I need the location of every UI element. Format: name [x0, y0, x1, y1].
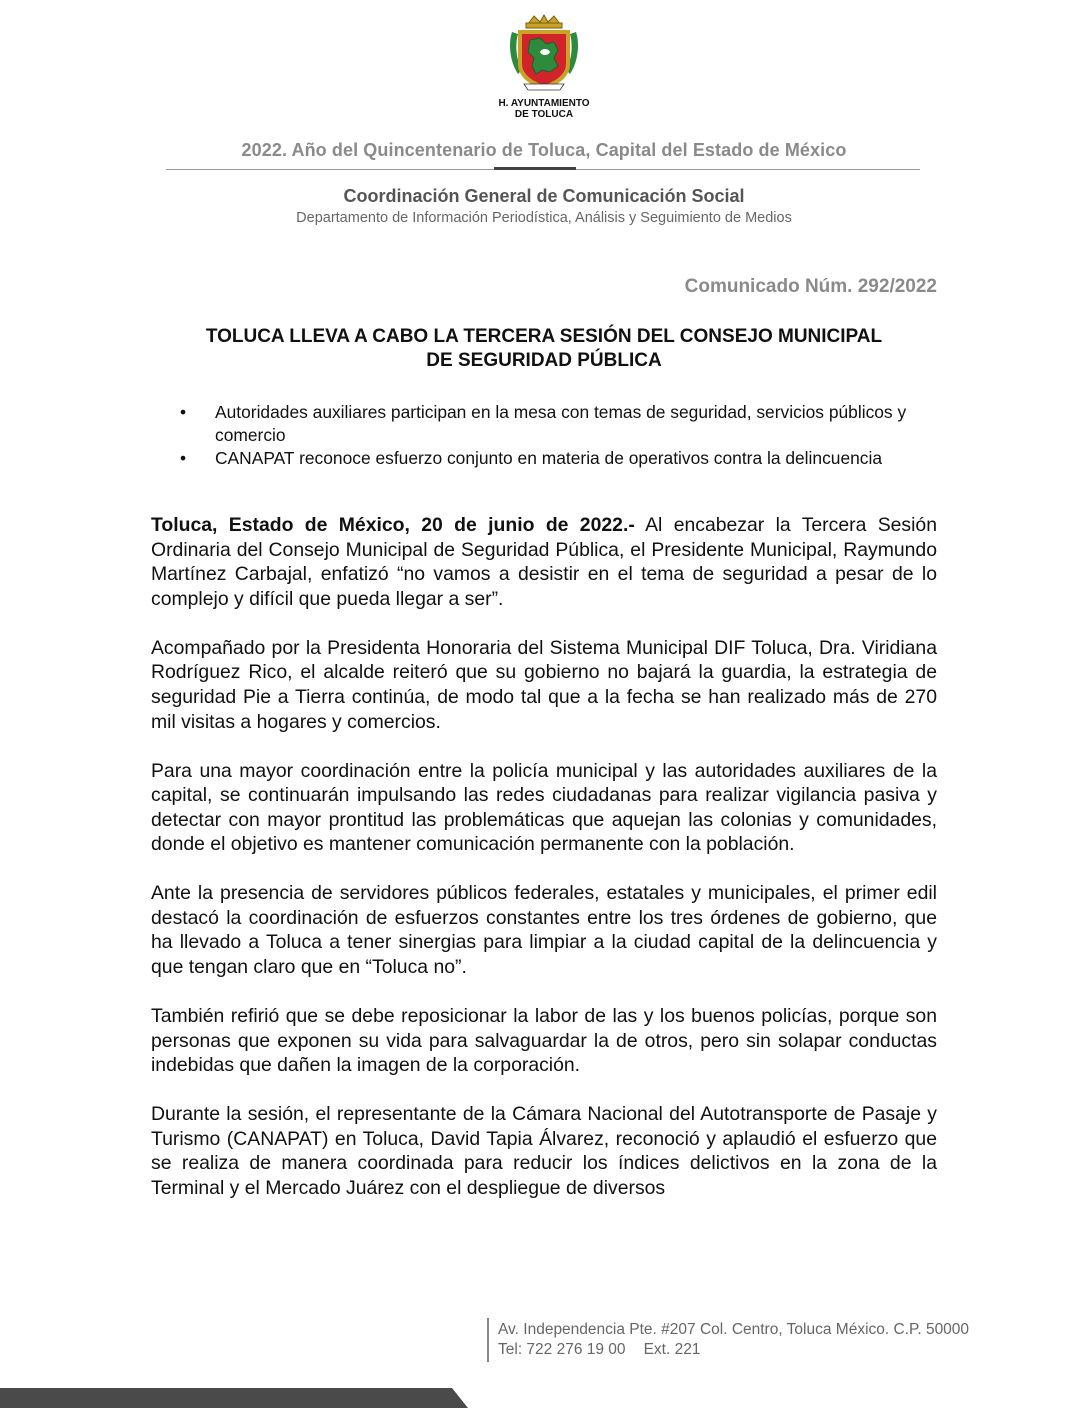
paragraph: Para una mayor coordinación entre la policía municipal y las autoridades auxiliares de la capital, se continuarán impulsando las redes ciudadanas para realizar vigilancia pasiva y detectar con mayor prontitud las problemáticas que aquejan las colonias y comunidades, donde el objetivo es mantener comunicación permanente con la población.	[151, 759, 937, 856]
paragraph: Acompañado por la Presidenta Honoraria del Sistema Municipal DIF Toluca, Dra. Viridiana Rodríguez Rico, el alcalde reiteró que su gobierno no bajará la guardia, la estrategia de seguridad Pie a Tierra continúa, de modo tal que a la fecha se han realizado más de 270 mil visitas a hogares y comercios.	[151, 636, 937, 733]
bullet-item	[174, 401, 914, 447]
department-subtitle: Departamento de Información Periodística, Análisis y Seguimiento de Medios	[296, 210, 792, 226]
bullet-item	[174, 447, 914, 470]
footer-divider	[487, 1318, 489, 1362]
footer-address: Av. Independencia Pte. #207 Col. Centro, Toluca México. C.P. 50000	[498, 1321, 970, 1338]
headline	[140, 325, 948, 373]
bullet-text: CANAPAT reconoce esfuerzo conjunto en materia de operativos contra la delincuencia	[215, 448, 883, 468]
logo-label	[488, 98, 600, 120]
paragraph: Ante la presencia de servidores públicos federales, estatales y municipales, el primer edil destacó la coordinación de esfuerzos constantes entre los tres órdenes de gobierno, que ha llevado a Toluca a tener sinergias para limpiar a la ciudad capital de la delincuencia y que tengan claro que en “Toluca no”.	[151, 882, 937, 979]
dateline: Toluca, Estado de México, 20 de junio de 2022.-	[151, 514, 635, 536]
bullet-dot: •	[180, 448, 187, 468]
municipal-logo	[488, 14, 600, 122]
toluca-crest-icon	[506, 14, 582, 96]
headline-line2: DE SEGURIDAD PÚBLICA	[426, 350, 662, 371]
paragraph: Durante la sesión, el representante de la Cámara Nacional del Autotransporte de Pasaje y Turismo (CANAPAT) en Toluca, David Tapia Álvarez, reconoció y aplaudió el esfuerzo que se realiza de manera coordinada para reducir los índices delictivos en la zona de la Terminal y el Mercado Juárez con el despliegue de diversos	[151, 1103, 937, 1200]
footer-band	[0, 1388, 1088, 1408]
summary-bullets	[174, 401, 914, 470]
footer-phone-number: Tel: 722 276 19 00	[498, 1341, 626, 1358]
logo-label-line1: H. AYUNTAMIENTO	[498, 98, 590, 109]
paragraph-text: Al encabezar la Tercera Sesión Ordinaria del Consejo Municipal de Seguridad Pública, el Presidente Municipal, Raymundo Martínez Carbajal, enfatizó “no vamos a desistir en el tema de seguridad a pesar de lo complejo y difícil que pueda llegar a ser”.	[151, 514, 937, 610]
headline-line1: TOLUCA LLEVA A CABO LA TERCERA SESIÓN DEL CONSEJO MUNICIPAL	[205, 326, 883, 347]
release-number: Comunicado Núm. 292/2022	[684, 276, 937, 297]
bullet-dot: •	[180, 402, 187, 422]
bullet-text: Autoridades auxiliares participan en la mesa con temas de seguridad, servicios públicos y comercio	[215, 402, 907, 445]
year-motto: 2022. Año del Quincentenario de Toluca, Capital del Estado de México	[241, 140, 847, 160]
article-body	[151, 513, 937, 1225]
header-divider-accent	[494, 167, 576, 170]
paragraph	[151, 513, 937, 611]
coordination-title: Coordinación General de Comunicación Social	[343, 186, 745, 206]
logo-label-line2: DE TOLUCA	[514, 109, 574, 120]
paragraph: También refirió que se debe reposicionar la labor de las y los buenos policías, porque son personas que exponen su vida para salvaguardar la de otros, pero sin solapar conductas indebidas que dañen la imagen de la corporación.	[151, 1005, 937, 1077]
footer-phone-ext: Ext. 221	[643, 1341, 701, 1358]
footer-phone	[498, 1340, 700, 1360]
